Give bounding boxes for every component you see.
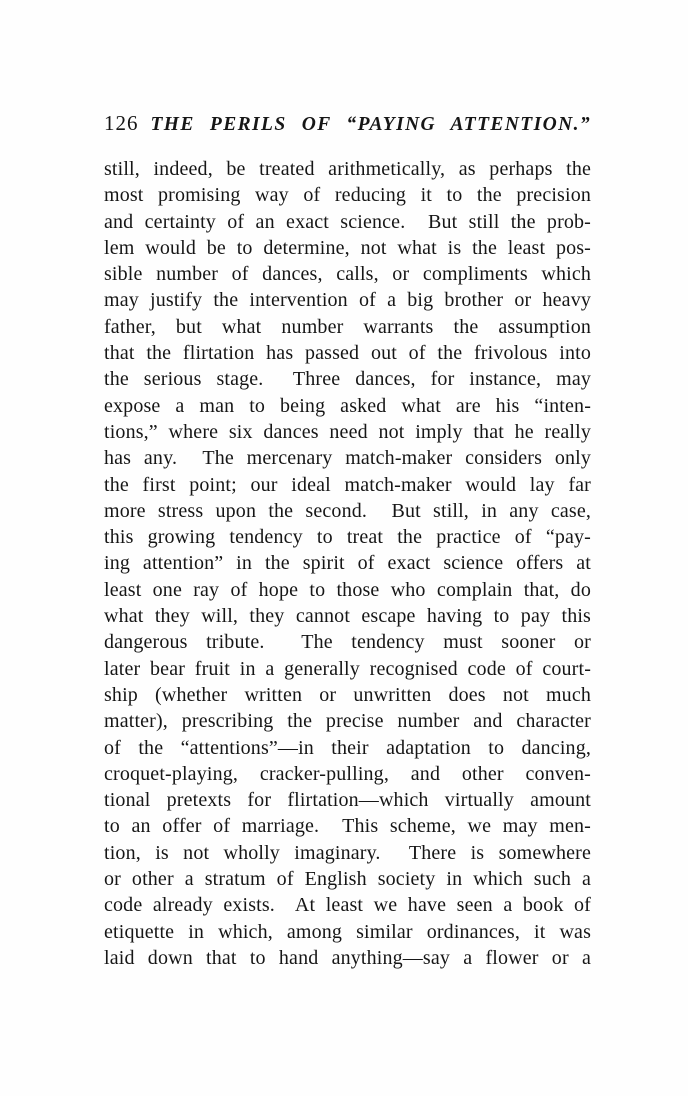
text-line: tional pretexts for flirtation—which virtually amount: [104, 789, 591, 812]
text-line: the first point; our ideal match-maker would lay far: [104, 473, 591, 496]
text-line: least one ray of hope to those who complain that, do: [104, 578, 591, 601]
text-line: of the “attentions”—in their adaptation to dancing,: [104, 736, 591, 759]
text-line: later bear fruit in a generally recognised code of court-: [104, 657, 591, 680]
text-line: most promising way of reducing it to the precision: [104, 184, 591, 207]
text-line: and certainty of an exact science. But still the prob-: [104, 210, 591, 233]
text-line: dangerous tribute. The tendency must sooner or: [104, 631, 591, 654]
text-line: tions,” where six dances need not imply that he really: [104, 420, 591, 443]
text-line: still, indeed, be treated arithmetically, as perhaps the: [104, 158, 591, 180]
page-number: 126: [104, 111, 139, 135]
text-line: lem would be to determine, not what is the least pos-: [104, 236, 591, 259]
text-line: to an offer of marriage. This scheme, we may men-: [104, 815, 591, 838]
running-title: THE PERILS OF “PAYING ATTENTION.”: [150, 114, 591, 135]
text-line: ship (whether written or unwritten does not much: [104, 683, 591, 706]
text-line: tion, is not wholly imaginary. There is somewhere: [104, 841, 591, 864]
text-line: has any. The mercenary match-maker considers only: [104, 447, 591, 470]
text-line: or other a stratum of English society in which such a: [104, 868, 591, 891]
text-line: father, but what number warrants the assumption: [104, 315, 591, 338]
text-line: croquet-playing, cracker-pulling, and other conven-: [104, 762, 591, 785]
text-line: the serious stage. Three dances, for instance, may: [104, 368, 591, 391]
text-line: etiquette in which, among similar ordinances, it was: [104, 920, 591, 943]
body-text: [104, 156, 591, 971]
text-line: matter), prescribing the precise number and character: [104, 710, 591, 733]
running-head: [104, 111, 591, 136]
text-line: that the flirtation has passed out of the frivolous into: [104, 342, 591, 365]
text-line: what they will, they cannot escape having to pay this: [104, 605, 591, 628]
text-line: may justify the intervention of a big brother or heavy: [104, 289, 591, 312]
text-line: this growing tendency to treat the practice of “pay-: [104, 526, 591, 549]
text-block: [104, 111, 591, 971]
text-line: code already exists. At least we have seen a book of: [104, 894, 591, 917]
text-line: ing attention” in the spirit of exact science offers at: [104, 552, 591, 575]
text-line: laid down that to hand anything—say a flower or a: [104, 946, 591, 969]
text-line: more stress upon the second. But still, in any case,: [104, 499, 591, 522]
text-line: expose a man to being asked what are his “inten-: [104, 394, 591, 417]
text-line: sible number of dances, calls, or compliments which: [104, 263, 591, 286]
